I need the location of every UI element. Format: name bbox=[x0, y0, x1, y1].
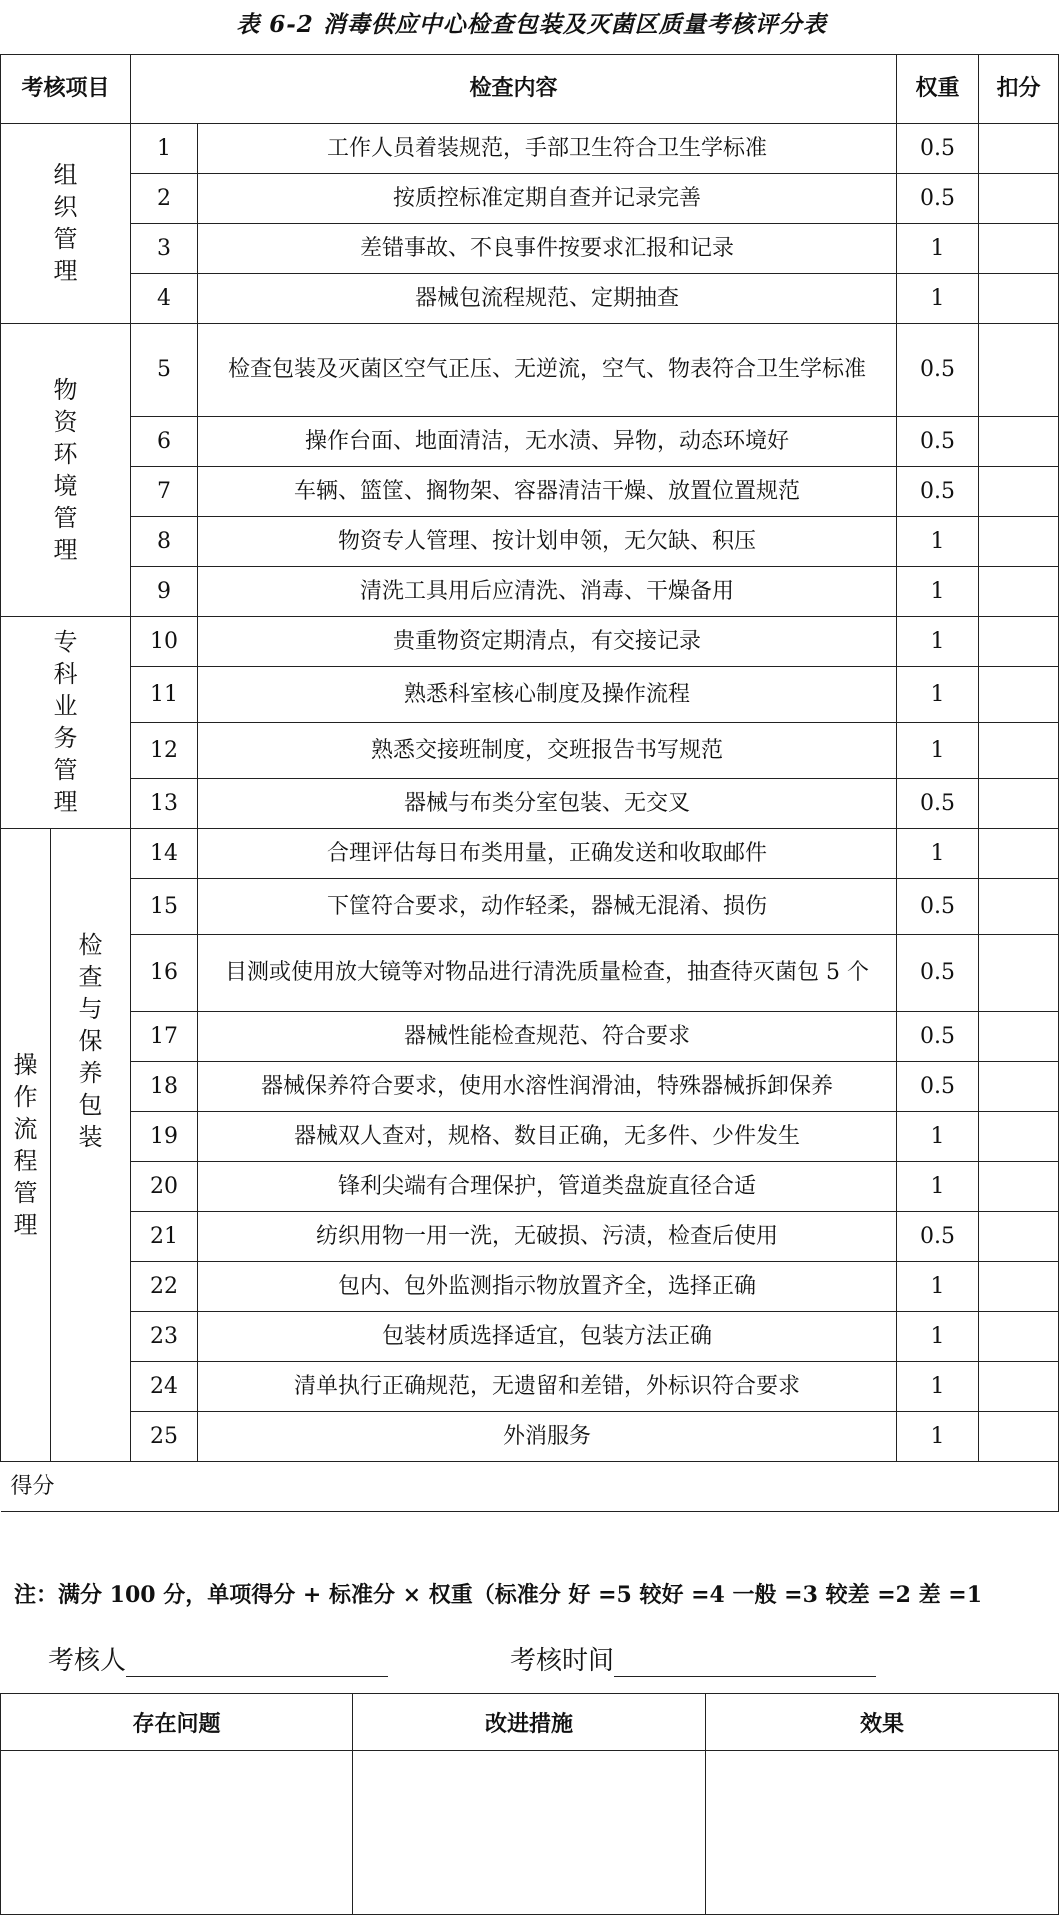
table-row bbox=[1, 324, 1059, 417]
category-label: 操作流程管理 bbox=[13, 1050, 38, 1239]
table-row bbox=[1, 417, 1059, 467]
check-content: 熟悉交接班制度，交班报告书写规范 bbox=[198, 723, 897, 779]
table-row bbox=[1, 174, 1059, 224]
row-number: 2 bbox=[131, 174, 198, 224]
measures-cell[interactable] bbox=[353, 1751, 706, 1915]
row-number: 25 bbox=[131, 1412, 198, 1462]
check-content: 下筐符合要求，动作轻柔，器械无混淆、损伤 bbox=[198, 879, 897, 935]
assessor-field bbox=[48, 1640, 388, 1677]
weight-value: 0.5 bbox=[897, 417, 979, 467]
row-number: 13 bbox=[131, 779, 198, 829]
deduct-cell[interactable] bbox=[979, 617, 1059, 667]
table-row bbox=[1, 1212, 1059, 1262]
header-effect: 效果 bbox=[706, 1694, 1059, 1751]
table-row bbox=[1, 224, 1059, 274]
category-label: 组织管理 bbox=[53, 161, 78, 285]
weight-value: 1 bbox=[897, 667, 979, 723]
deduct-cell[interactable] bbox=[979, 1262, 1059, 1312]
row-number: 10 bbox=[131, 617, 198, 667]
row-number: 24 bbox=[131, 1362, 198, 1412]
category-org bbox=[1, 124, 131, 324]
weight-value: 1 bbox=[897, 1262, 979, 1312]
table-row bbox=[1, 274, 1059, 324]
weight-value: 1 bbox=[897, 829, 979, 879]
table-row bbox=[1, 935, 1059, 1012]
table-row bbox=[1, 567, 1059, 617]
table-row bbox=[1, 779, 1059, 829]
row-number: 9 bbox=[131, 567, 198, 617]
weight-value: 1 bbox=[897, 224, 979, 274]
assessor-signature-line[interactable] bbox=[126, 1650, 388, 1677]
improvement-table bbox=[0, 1693, 1059, 1915]
check-content: 熟悉科室核心制度及操作流程 bbox=[198, 667, 897, 723]
check-content: 清单执行正确规范，无遗留和差错，外标识符合要求 bbox=[198, 1362, 897, 1412]
weight-value: 0.5 bbox=[897, 324, 979, 417]
weight-value: 0.5 bbox=[897, 174, 979, 224]
weight-value: 0.5 bbox=[897, 779, 979, 829]
weight-value: 1 bbox=[897, 517, 979, 567]
row-number: 15 bbox=[131, 879, 198, 935]
table-row bbox=[1, 879, 1059, 935]
weight-value: 1 bbox=[897, 723, 979, 779]
check-content: 外消服务 bbox=[198, 1412, 897, 1462]
problems-cell[interactable] bbox=[1, 1751, 353, 1915]
deduct-cell[interactable] bbox=[979, 1412, 1059, 1462]
weight-value: 1 bbox=[897, 1112, 979, 1162]
header-problems: 存在问题 bbox=[1, 1694, 353, 1751]
deduct-cell[interactable] bbox=[979, 417, 1059, 467]
header-content: 检查内容 bbox=[131, 55, 897, 124]
weight-value: 1 bbox=[897, 274, 979, 324]
deduct-cell[interactable] bbox=[979, 174, 1059, 224]
check-content: 操作台面、地面清洁，无水渍、异物，动态环境好 bbox=[198, 417, 897, 467]
check-content: 按质控标准定期自查并记录完善 bbox=[198, 174, 897, 224]
row-number: 22 bbox=[131, 1262, 198, 1312]
deduct-cell[interactable] bbox=[979, 274, 1059, 324]
row-number: 4 bbox=[131, 274, 198, 324]
row-number: 20 bbox=[131, 1162, 198, 1212]
check-content: 贵重物资定期清点，有交接记录 bbox=[198, 617, 897, 667]
table-row bbox=[1, 829, 1059, 879]
table-row bbox=[1, 1412, 1059, 1462]
weight-value: 0.5 bbox=[897, 124, 979, 174]
table-row bbox=[1, 1062, 1059, 1112]
deduct-cell[interactable] bbox=[979, 567, 1059, 617]
header-measures: 改进措施 bbox=[353, 1694, 706, 1751]
table-row bbox=[1, 1362, 1059, 1412]
row-number: 18 bbox=[131, 1062, 198, 1112]
table-title: 表 6-2 消毒供应中心检查包装及灭菌区质量考核评分表 bbox=[236, 11, 827, 38]
header-weight: 权重 bbox=[897, 55, 979, 124]
check-content: 清洗工具用后应清洗、消毒、干燥备用 bbox=[198, 567, 897, 617]
row-number: 11 bbox=[131, 667, 198, 723]
row-number: 5 bbox=[131, 324, 198, 417]
weight-value: 0.5 bbox=[897, 1212, 979, 1262]
row-number: 8 bbox=[131, 517, 198, 567]
weight-value: 1 bbox=[897, 1362, 979, 1412]
time-signature-line[interactable] bbox=[614, 1650, 876, 1677]
deduct-cell[interactable] bbox=[979, 779, 1059, 829]
score-row bbox=[1, 1462, 1059, 1512]
weight-value: 1 bbox=[897, 1162, 979, 1212]
check-content: 器械双人查对，规格、数目正确，无多件、少件发生 bbox=[198, 1112, 897, 1162]
header-deduct: 扣分 bbox=[979, 55, 1059, 124]
table-row bbox=[1, 667, 1059, 723]
row-number: 19 bbox=[131, 1112, 198, 1162]
effect-cell[interactable] bbox=[706, 1751, 1059, 1915]
time-field bbox=[510, 1640, 876, 1677]
check-content: 车辆、篮筐、搁物架、容器清洁干燥、放置位置规范 bbox=[198, 467, 897, 517]
assessment-table bbox=[0, 54, 1059, 1512]
table-row bbox=[1, 723, 1059, 779]
row-number: 7 bbox=[131, 467, 198, 517]
deduct-cell[interactable] bbox=[979, 1062, 1059, 1112]
category-material bbox=[1, 324, 131, 617]
category-specialty bbox=[1, 617, 131, 829]
scoring-note: 注：满分 100 分，单项得分 + 标准分 × 权重（标准分 好 =5 较好 =4 一般 =3 较差 =2 差 =1 bbox=[14, 1582, 983, 1608]
deduct-cell[interactable] bbox=[979, 517, 1059, 567]
table-row bbox=[1, 517, 1059, 567]
row-number: 12 bbox=[131, 723, 198, 779]
weight-value: 0.5 bbox=[897, 1062, 979, 1112]
check-content: 器械保养符合要求，使用水溶性润滑油，特殊器械拆卸保养 bbox=[198, 1062, 897, 1112]
deduct-cell[interactable] bbox=[979, 723, 1059, 779]
deduct-cell[interactable] bbox=[979, 879, 1059, 935]
deduct-cell[interactable] bbox=[979, 829, 1059, 879]
row-number: 6 bbox=[131, 417, 198, 467]
header-row bbox=[1, 55, 1059, 124]
assessor-label: 考核人 bbox=[48, 1646, 127, 1676]
row-number: 17 bbox=[131, 1012, 198, 1062]
score-label: 得分 bbox=[1, 1462, 1059, 1512]
check-content: 包内、包外监测指示物放置齐全，选择正确 bbox=[198, 1262, 897, 1312]
row-number: 1 bbox=[131, 124, 198, 174]
check-content: 检查包装及灭菌区空气正压、无逆流，空气、物表符合卫生学标准 bbox=[198, 324, 897, 417]
table-row bbox=[1, 1012, 1059, 1062]
deduct-cell[interactable] bbox=[979, 1012, 1059, 1062]
check-content: 差错事故、不良事件按要求汇报和记录 bbox=[198, 224, 897, 274]
table-row bbox=[1, 1262, 1059, 1312]
row-number: 21 bbox=[131, 1212, 198, 1262]
weight-value: 1 bbox=[897, 1412, 979, 1462]
weight-value: 1 bbox=[897, 617, 979, 667]
row-number: 16 bbox=[131, 935, 198, 1012]
deduct-cell[interactable] bbox=[979, 667, 1059, 723]
check-content: 物资专人管理、按计划申领，无欠缺、积压 bbox=[198, 517, 897, 567]
deduct-cell[interactable] bbox=[979, 324, 1059, 417]
table-row bbox=[1, 1112, 1059, 1162]
deduct-cell[interactable] bbox=[979, 1312, 1059, 1362]
check-content: 包装材质选择适宜，包装方法正确 bbox=[198, 1312, 897, 1362]
weight-value: 1 bbox=[897, 567, 979, 617]
deduct-cell[interactable] bbox=[979, 224, 1059, 274]
table-row bbox=[1, 1312, 1059, 1362]
table-row bbox=[1, 467, 1059, 517]
weight-value: 1 bbox=[897, 1312, 979, 1362]
check-content: 工作人员着装规范，手部卫生符合卫生学标准 bbox=[198, 124, 897, 174]
weight-value: 0.5 bbox=[897, 879, 979, 935]
table-row bbox=[1, 617, 1059, 667]
deduct-cell[interactable] bbox=[979, 1362, 1059, 1412]
check-content: 器械与布类分室包装、无交叉 bbox=[198, 779, 897, 829]
category-label: 物资环境管理 bbox=[53, 375, 78, 564]
deduct-cell[interactable] bbox=[979, 1112, 1059, 1162]
row-number: 23 bbox=[131, 1312, 198, 1362]
category-label: 专科业务管理 bbox=[53, 628, 78, 816]
table-row bbox=[1, 124, 1059, 174]
table-row bbox=[1, 1162, 1059, 1212]
check-content: 锋利尖端有合理保护，管道类盘旋直径合适 bbox=[198, 1162, 897, 1212]
deduct-cell[interactable] bbox=[979, 124, 1059, 174]
weight-value: 0.5 bbox=[897, 1012, 979, 1062]
deduct-cell[interactable] bbox=[979, 467, 1059, 517]
weight-value: 0.5 bbox=[897, 935, 979, 1012]
check-content: 器械性能检查规范、符合要求 bbox=[198, 1012, 897, 1062]
category-process bbox=[1, 829, 51, 1462]
row-number: 3 bbox=[131, 224, 198, 274]
check-content: 纺织用物一用一洗，无破损、污渍，检查后使用 bbox=[198, 1212, 897, 1262]
header-item: 考核项目 bbox=[1, 55, 131, 124]
deduct-cell[interactable] bbox=[979, 1162, 1059, 1212]
category-process-sub bbox=[51, 829, 131, 1462]
deduct-cell[interactable] bbox=[979, 935, 1059, 1012]
check-content: 目测或使用放大镜等对物品进行清洗质量检查，抽查待灭菌包 5 个 bbox=[198, 935, 897, 1012]
weight-value: 0.5 bbox=[897, 467, 979, 517]
check-content: 合理评估每日布类用量，正确发送和收取邮件 bbox=[198, 829, 897, 879]
check-content: 器械包流程规范、定期抽查 bbox=[198, 274, 897, 324]
deduct-cell[interactable] bbox=[979, 1212, 1059, 1262]
time-label: 考核时间 bbox=[510, 1646, 615, 1676]
category-label: 检查与保养包装 bbox=[78, 931, 103, 1151]
row-number: 14 bbox=[131, 829, 198, 879]
